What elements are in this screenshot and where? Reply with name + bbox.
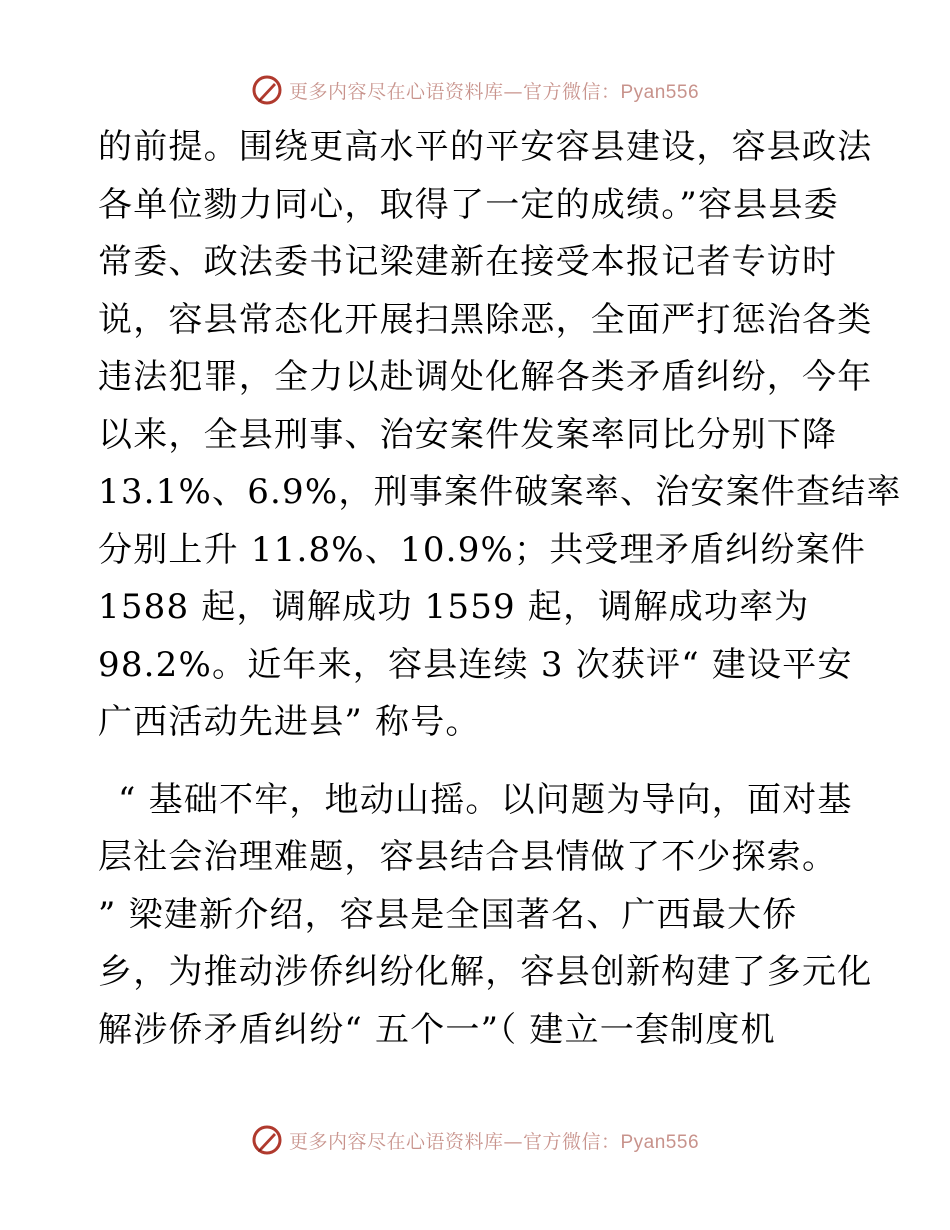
watermark-wechat-id: Pyan556 bbox=[620, 81, 700, 103]
text-line: “ 基础不牢，地动山摇。以问题为导向，面对基 bbox=[118, 779, 853, 820]
header-watermark bbox=[0, 70, 950, 110]
watermark-text bbox=[289, 1127, 699, 1154]
text-line: ” 梁建新介绍，容县是全国著名、广西最大侨 bbox=[98, 894, 798, 935]
text-line: 常委、政法委书记梁建新在接受本报记者专访时 bbox=[98, 242, 838, 282]
text-line: 广西活动先进县” 称号。 bbox=[98, 702, 481, 742]
watermark-wechat-id: Pyan556 bbox=[620, 1131, 700, 1153]
text-line: 98.2%。近年来，容县连续 3 次获评“ 建设平安 bbox=[98, 644, 853, 685]
watermark-text bbox=[289, 77, 699, 104]
watermark-label: 更多内容尽在心语资料库—官方微信： bbox=[288, 80, 621, 103]
text-line: 的前提。围绕更高水平的平安容县建设，容县政法 bbox=[98, 127, 873, 167]
text-line: 1588 起，调解成功 1559 起，调解成功率为 bbox=[98, 587, 810, 627]
paragraph-2 bbox=[98, 772, 873, 1060]
text-line: 13.1%、6.9%，刑事案件破案率、治安案件查结率 bbox=[98, 472, 902, 512]
pen-logo-icon bbox=[251, 74, 283, 106]
paragraph-1 bbox=[98, 119, 902, 752]
pen-logo-icon bbox=[251, 1124, 283, 1156]
text-line: 以来，全县刑事、治安案件发案率同比分别下降 bbox=[98, 414, 838, 455]
text-line: 各单位勠力同心，取得了一定的成绩。”容县县委 bbox=[98, 184, 839, 225]
footer-watermark bbox=[0, 1120, 950, 1160]
text-line: 乡，为推动涉侨纠纷化解，容县创新构建了多元化 bbox=[98, 952, 873, 992]
text-line: 违法犯罪，全力以赴调处化解各类矛盾纠纷，今年 bbox=[98, 357, 873, 397]
text-line: 层社会治理难题，容县结合县情做了不少探索。 bbox=[98, 837, 838, 877]
text-line: 解涉侨矛盾纠纷“ 五个一”（ 建立一套制度机 bbox=[98, 1009, 776, 1050]
text-line: 说，容县常态化开展扫黑除恶，全面严打惩治各类 bbox=[98, 299, 873, 340]
article-body bbox=[98, 119, 902, 1059]
paragraph-spacer bbox=[98, 752, 858, 772]
text-line: 分别上升 11.8%、10.9%；共受理矛盾纠纷案件 bbox=[98, 529, 867, 570]
watermark-label: 更多内容尽在心语资料库—官方微信： bbox=[288, 1130, 621, 1153]
